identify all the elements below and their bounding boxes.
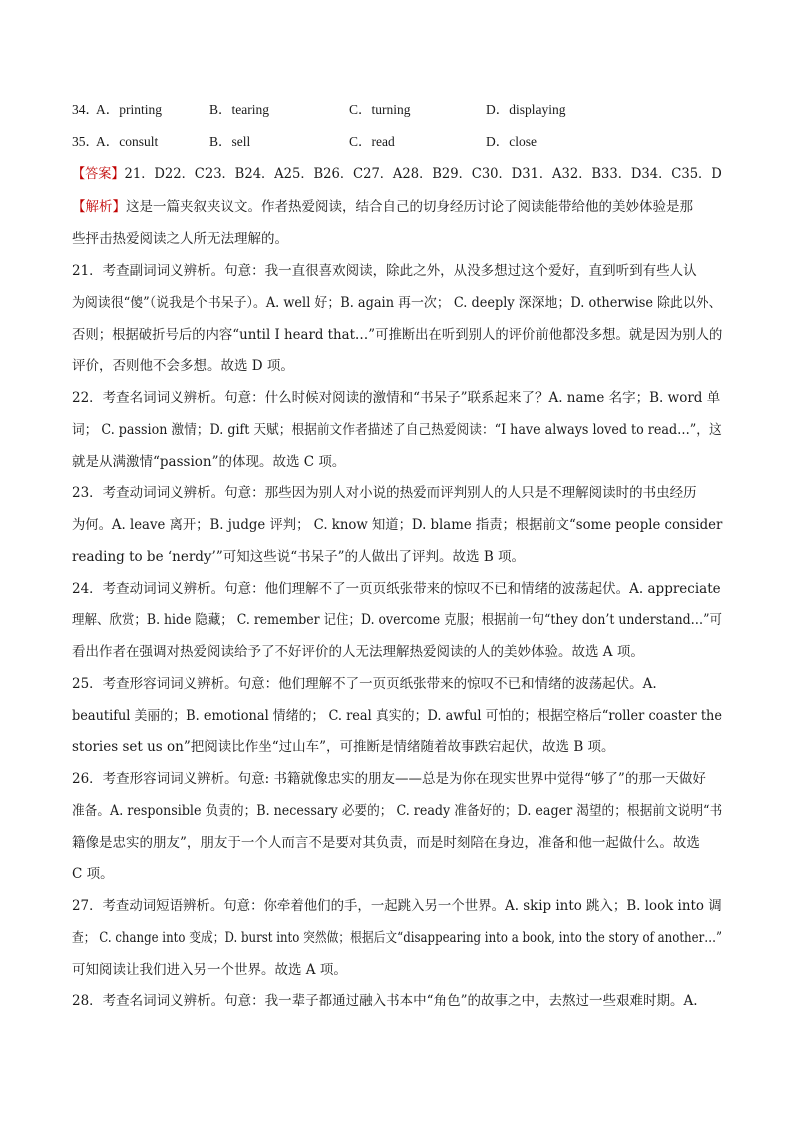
explanation-line: 24．考查动词词义辨析。句意：他们理解不了一页页纸张带来的惊叹不已和情绪的波荡起伏。A. appreciate bbox=[72, 581, 721, 597]
question-number: 35． bbox=[72, 134, 99, 149]
explanation-line: 评价，否则他不会多想。故选 D 项。 bbox=[72, 358, 294, 374]
analysis-text: 这是一篇夹叙夹议文。作者热爱阅读，结合自己的切身经历讨论了阅读能带给他的美妙体验是那 bbox=[126, 199, 693, 215]
explanation-line: 25．考查形容词词义辨析。句意：他们理解不了一页页纸张带来的惊叹不已和情绪的波荡起伏。A. bbox=[72, 676, 657, 692]
explanation-line: 为何。A. leave 离开；B. judge 评判； C. know 知道；D. blame 指责；根据前文“some people consider bbox=[72, 517, 723, 533]
explanation-line: 否则；根据破折号后的内容“until I heard that…”可推断出在听到别人的评价前他都没多想。就是因为别人的 bbox=[72, 327, 723, 343]
analysis-line bbox=[72, 196, 693, 218]
explanation-line: 22．考查名词词义辨析。句意：什么时候对阅读的激情和“书呆子”联系起来了？A. name 名字；B. word 单 bbox=[72, 390, 721, 406]
explanation-line: 28．考查名词词义辨析。句意：我一辈子都通过融入书本中“角色”的故事之中，去熬过一些艰难时期。A. bbox=[72, 993, 698, 1009]
explanation-line: 可知阅读让我们进入另一个世界。故选 A 项。 bbox=[72, 962, 347, 978]
option-b: B．sell bbox=[209, 134, 251, 149]
explanation-line: 26．考查形容词词义辨析。句意: 书籍就像忠实的朋友——总是为你在现实世界中觉得“够了”的那一天做好 bbox=[72, 771, 706, 787]
explanation-line: 23．考查动词词义辨析。句意：那些因为别人对小说的热爱而评判别人的人只是不理解阅读时的书虫经历 bbox=[72, 485, 697, 501]
option-d: D．close bbox=[486, 134, 537, 149]
option-c: C．turning bbox=[349, 102, 411, 117]
explanation-line: 查； C. change into 变成；D. burst into 突然做；根据后文“disappearing into a book, into the story of another…” bbox=[72, 930, 722, 946]
explanation-line: 籍像是忠实的朋友”，朋友于一个人而言不是要对其负责，而是时刻陪在身边，准备和他一起做什么。故选 bbox=[72, 835, 700, 851]
explanation-line: 为阅读很“傻”（说我是个书呆子）。A. well 好；B. again 再一次； C. deeply 深深地；D. otherwise 除此以外、 bbox=[72, 295, 722, 311]
explanation-line: 理解、欣赏；B. hide 隐藏； C. remember 记住；D. overcome 克服；根据前一句“they don’t understand…”可 bbox=[72, 612, 722, 628]
explanation-line: C 项。 bbox=[72, 866, 114, 882]
analysis-line-2: 些抨击热爱阅读之人所无法理解的。 bbox=[72, 231, 288, 247]
explanation-line: 就是从满激情“passion”的体现。故选 C 项。 bbox=[72, 454, 346, 470]
answer-line bbox=[72, 163, 722, 185]
option-b: B．tearing bbox=[209, 102, 269, 117]
analysis-tag: 【解析】 bbox=[72, 199, 126, 215]
explanation-line: 准备。A. responsible 负责的；B. necessary 必要的； C. ready 准备好的；D. eager 渴望的；根据前文说明“书 bbox=[72, 803, 723, 819]
explanation-line: 词； C. passion 激情；D. gift 天赋；根据前文作者描述了自己热爱阅读：“I have always loved to read…”，这 bbox=[72, 422, 722, 438]
explanation-line: beautiful 美丽的；B. emotional 情绪的； C. real 真实的；D. awful 可怕的；根据空格后“roller coaster the bbox=[72, 708, 722, 724]
explanation-line: 21．考查副词词义辨析。句意：我一直很喜欢阅读，除此之外，从没多想过这个爱好，直到听到有些人认 bbox=[72, 263, 697, 279]
option-d: D．displaying bbox=[486, 102, 566, 117]
answer-text: 21．D22．C23．B24．A25．B26．C27．A28．B29．C30．D31．A32．B33．D34．C35．D bbox=[124, 166, 722, 182]
explanation-line: reading to be ‘nerdy’”可知这些说“书呆子”的人做出了评判。故选 B 项。 bbox=[72, 549, 526, 565]
option-a: A．printing bbox=[96, 102, 162, 117]
explanation-line: 看出作者在强调对热爱阅读给予了不好评价的人无法理解热爱阅读的人的美妙体验。故选 A 项。 bbox=[72, 644, 644, 660]
explanation-line: 27．考查动词短语辨析。句意：你牵着他们的手，一起跳入另一个世界。A. skip into 跳入；B. look into 调 bbox=[72, 898, 722, 914]
option-c: C．read bbox=[349, 134, 395, 149]
explanation-line: stories set us on”把阅读比作坐“过山车”，可推断是情绪随着故事跌宕起伏，故选 B 项。 bbox=[72, 739, 615, 755]
option-a: A．consult bbox=[96, 134, 159, 149]
answer-tag: 【答案】 bbox=[72, 166, 125, 182]
question-number: 34． bbox=[72, 102, 99, 117]
